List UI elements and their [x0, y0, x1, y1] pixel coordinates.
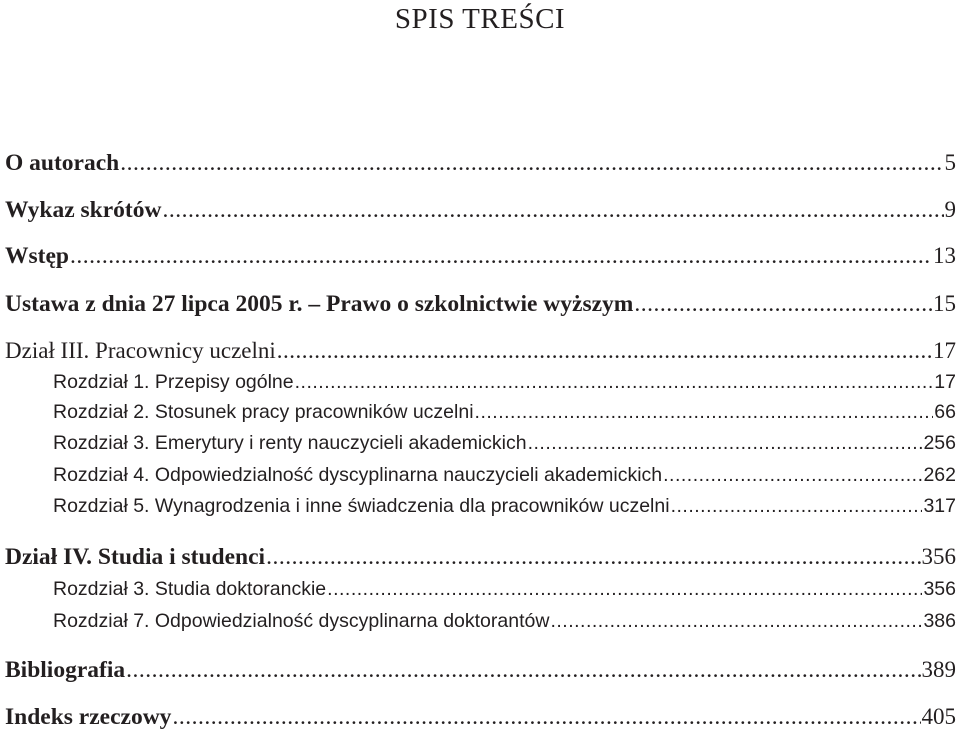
dot-leader [634, 289, 932, 319]
toc-entry-page: 262 [923, 464, 956, 486]
dot-leader [172, 702, 920, 732]
toc-entry-label: Rozdział 5. Wynagrodzenia i inne świadczenia dla pracowników uczelni [53, 495, 670, 517]
table-of-contents [5, 0, 956, 734]
dot-leader [327, 574, 922, 604]
toc-entry-page: 405 [921, 704, 956, 729]
dot-leader [475, 397, 934, 427]
toc-entry-wstep[interactable] [5, 241, 956, 271]
toc-entry-rozdzial-2[interactable] [53, 397, 956, 427]
dot-leader [295, 367, 934, 397]
dot-leader [277, 336, 932, 366]
dot-leader [126, 655, 920, 685]
toc-entry-rozdzial-7[interactable] [53, 606, 956, 636]
toc-entry-page: 15 [933, 291, 956, 316]
toc-entry-rozdzial-5[interactable] [53, 491, 956, 521]
toc-entry-studia-doktoranckie[interactable] [53, 574, 956, 604]
toc-entry-page: 356 [921, 544, 956, 569]
toc-entry-dzial-iii[interactable] [5, 336, 956, 366]
toc-entry-label: Rozdział 4. Odpowiedzialność dyscyplinarna nauczycieli akademickich [53, 464, 663, 486]
toc-entry-page: 256 [923, 432, 956, 454]
dot-leader [550, 606, 922, 636]
toc-entry-dzial-iv[interactable] [5, 542, 956, 572]
toc-entry-rozdzial-4[interactable] [53, 460, 956, 490]
dot-leader [162, 195, 943, 225]
toc-entry-label: Rozdział 1. Przepisy ogólne [53, 371, 294, 393]
toc-entry-label: Rozdział 2. Stosunek pracy pracowników uczelni [53, 401, 474, 423]
toc-entry-label: Bibliografia [5, 657, 126, 683]
toc-entry-ustawa[interactable] [5, 289, 956, 319]
toc-entry-page: 317 [923, 495, 956, 517]
toc-entry-page: 66 [934, 401, 956, 423]
toc-entry-o-autorach[interactable] [5, 148, 956, 178]
toc-entry-label: Rozdział 7. Odpowiedzialność dyscyplinarna doktorantów [53, 610, 550, 632]
toc-entry-label: Wykaz skrótów [5, 197, 162, 223]
toc-entry-rozdzial-3[interactable] [53, 428, 956, 458]
toc-entry-label: Rozdział 3. Emerytury i renty nauczycieli akademickich [53, 432, 527, 454]
toc-entry-page: 17 [933, 338, 956, 363]
toc-entry-page: 9 [944, 197, 956, 222]
toc-entry-label: Wstęp [5, 243, 69, 269]
dot-leader [528, 428, 923, 458]
toc-entry-label: Ustawa z dnia 27 lipca 2005 r. – Prawo o szkolnictwie wyższym [5, 291, 634, 317]
dot-leader [70, 241, 932, 271]
toc-entry-bibliografia[interactable] [5, 655, 956, 685]
toc-entry-page: 389 [921, 657, 956, 682]
toc-entry-page: 5 [944, 150, 956, 175]
toc-entry-label: Dział IV. Studia i studenci [5, 544, 266, 570]
toc-entry-label: Indeks rzeczowy [5, 704, 172, 730]
dot-leader [663, 460, 922, 490]
toc-entry-page: 13 [933, 243, 956, 268]
dot-leader [266, 542, 920, 572]
toc-entry-label: O autorach [5, 150, 120, 176]
page-title: SPIS TREŚCI [394, 3, 566, 35]
toc-entry-page: 17 [934, 371, 956, 393]
toc-entry-label: Dział III. Pracownicy uczelni [5, 338, 276, 363]
dot-leader [120, 148, 943, 178]
toc-entry-page: 386 [923, 610, 956, 632]
toc-entry-page: 356 [923, 578, 956, 600]
toc-entry-indeks-rzeczowy[interactable] [5, 702, 956, 732]
toc-entry-rozdzial-1[interactable] [53, 367, 956, 397]
dot-leader [671, 491, 923, 521]
toc-entry-wykaz-skrotow[interactable] [5, 195, 956, 225]
toc-entry-label: Rozdział 3. Studia doktoranckie [53, 578, 327, 600]
